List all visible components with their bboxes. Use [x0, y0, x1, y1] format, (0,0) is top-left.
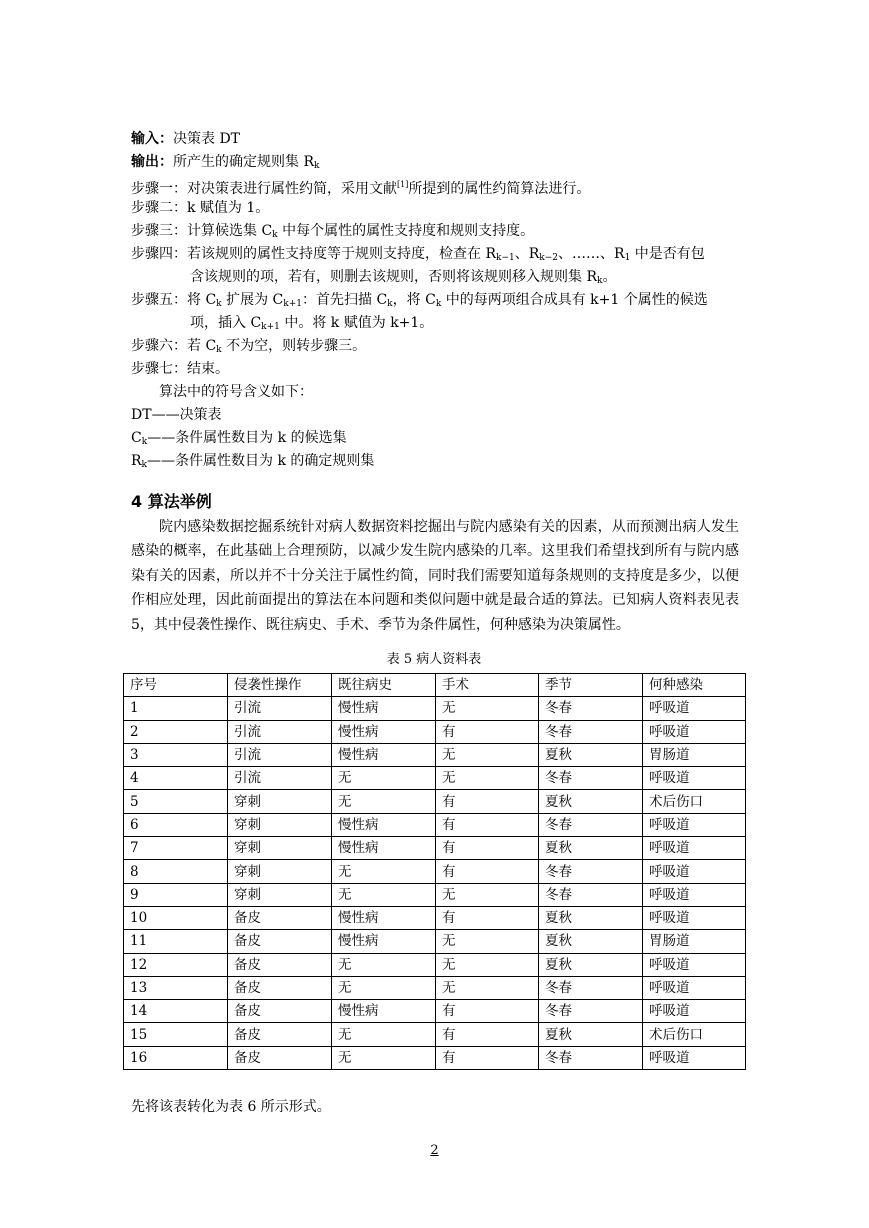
- table-cell: 冬春: [539, 720, 643, 743]
- table-row: [124, 743, 746, 766]
- table-cell: 2: [124, 720, 228, 743]
- table-header-cell: 季节: [539, 674, 643, 697]
- table-caption: 表 5 病人资料表: [386, 652, 482, 667]
- table-cell: 呼吸道: [643, 813, 746, 836]
- table-cell: 呼吸道: [643, 767, 746, 790]
- table-cell: 夏秋: [539, 906, 643, 929]
- table-cell: 夏秋: [539, 743, 643, 766]
- step-4: 步骤四：若该规则的属性支持度等于规则支持度，检查在 $R_{k-1}$、$R_{k-2}$、……、$R_1$ 中是否有包: [131, 246, 705, 263]
- table-cell: 无: [436, 697, 539, 720]
- table-cell: 胃肠道: [643, 743, 746, 766]
- table-cell: 冬春: [539, 860, 643, 883]
- table-cell: 夏秋: [539, 837, 643, 860]
- citation-ref: [1]: [397, 180, 409, 189]
- table-cell: 呼吸道: [643, 837, 746, 860]
- table-cell: 8: [124, 860, 228, 883]
- table-cell: 12: [124, 953, 228, 976]
- table-cell: 备皮: [228, 1023, 332, 1046]
- after-table-text: 先将该表转化为表 6 所示形式。: [131, 1099, 331, 1115]
- table-cell: 穿刺: [228, 883, 332, 906]
- section-heading: 4 算法举例: [131, 492, 212, 511]
- algorithm-output: 输出：所产生的确定规则集 $R_k$: [131, 154, 320, 171]
- table-cell: 慢性病: [332, 743, 436, 766]
- table-header-cell: 何种感染: [643, 674, 746, 697]
- table-cell: 有: [436, 1000, 539, 1023]
- table-cell: 11: [124, 930, 228, 953]
- table-cell: 备皮: [228, 1046, 332, 1069]
- table-cell: 引流: [228, 743, 332, 766]
- table-row: [124, 906, 746, 929]
- table-cell: 无: [436, 767, 539, 790]
- table-row: [124, 976, 746, 999]
- table-cell: 穿刺: [228, 837, 332, 860]
- step-2: 步骤二：k 赋值为 1。: [131, 200, 270, 216]
- table-cell: 夏秋: [539, 1023, 643, 1046]
- table-cell: 夏秋: [539, 930, 643, 953]
- table-cell: 无: [436, 883, 539, 906]
- section-paragraph: 院内感染数据挖掘系统针对病人数据资料挖掘出与院内感染有关的因素，从而预测出病人发生感染的概率，在此基础上合理预防，以减少发生院内感染的几率。这里我们希望找到所有与院内感染有关的因素，所以并不十分关注于属性约简，同时我们需要知道每条规则的支持度是多少，以便作相应处理，因此前面提出的算法在本问题和类似问题中就是最合适的算法。已知病人资料表见表 5，其中侵袭性操作、既往病史、手术、季节为条件属性，何种感染为决策属性。: [131, 519, 739, 633]
- table-cell: 呼吸道: [643, 1000, 746, 1023]
- page-number: 2: [430, 1143, 439, 1158]
- algorithm-input: 输入：决策表 DT: [131, 131, 241, 147]
- table-cell: 冬春: [539, 883, 643, 906]
- table-cell: 有: [436, 1023, 539, 1046]
- table-cell: 呼吸道: [643, 720, 746, 743]
- table-cell: 冬春: [539, 697, 643, 720]
- table-cell: 冬春: [539, 976, 643, 999]
- table-cell: 慢性病: [332, 1000, 436, 1023]
- table-cell: 冬春: [539, 813, 643, 836]
- table-header-cell: 侵袭性操作: [228, 674, 332, 697]
- table-cell: 呼吸道: [643, 906, 746, 929]
- table-cell: 1: [124, 697, 228, 720]
- table-cell: 3: [124, 743, 228, 766]
- step-4-continuation: 含该规则的项，若有，则删去该规则，否则将该规则移入规则集 $R_k$。: [190, 269, 617, 286]
- symbol-rk: $R_k——$条件属性数目为 k 的确定规则集: [131, 453, 375, 470]
- table-cell: 夏秋: [539, 790, 643, 813]
- table-cell: 备皮: [228, 976, 332, 999]
- table-cell: 穿刺: [228, 813, 332, 836]
- table-cell: 有: [436, 720, 539, 743]
- table-row: [124, 720, 746, 743]
- patient-data-table: [123, 673, 746, 1070]
- table-cell: 无: [332, 1023, 436, 1046]
- table-cell: 无: [332, 860, 436, 883]
- table-row: [124, 953, 746, 976]
- step-5: 步骤五：将 $C_k$ 扩展为 $C_{k+1}$：首先扫描 $C_k$，将 $C_k$ 中的每两项组合成具有 k+1 个属性的候选: [131, 292, 708, 309]
- table-row: [124, 860, 746, 883]
- table-cell: 无: [332, 767, 436, 790]
- table-cell: 慢性病: [332, 813, 436, 836]
- table-cell: 呼吸道: [643, 1046, 746, 1069]
- table-cell: 引流: [228, 720, 332, 743]
- table-cell: 慢性病: [332, 930, 436, 953]
- table-cell: 慢性病: [332, 837, 436, 860]
- table-row: [124, 767, 746, 790]
- table-cell: 有: [436, 1046, 539, 1069]
- table-cell: 无: [332, 1046, 436, 1069]
- symbols-intro: 算法中的符号含义如下：: [159, 384, 313, 400]
- step-7: 步骤七：结束。: [131, 361, 229, 377]
- table-row: [124, 1023, 746, 1046]
- table-row: [124, 883, 746, 906]
- table-cell: 备皮: [228, 1000, 332, 1023]
- table-cell: 呼吸道: [643, 860, 746, 883]
- table-header-cell: 序号: [124, 674, 228, 697]
- table-cell: 术后伤口: [643, 1023, 746, 1046]
- step-5-continuation: 项，插入 $C_{k+1}$ 中。将 k 赋值为 k+1。: [190, 315, 434, 332]
- table-row: [124, 930, 746, 953]
- table-cell: 冬春: [539, 1000, 643, 1023]
- table-cell: 术后伤口: [643, 790, 746, 813]
- table-row: [124, 837, 746, 860]
- table-cell: 胃肠道: [643, 930, 746, 953]
- symbol-ck: $C_k——$条件属性数目为 k 的候选集: [131, 430, 347, 447]
- table-cell: 无: [436, 953, 539, 976]
- table-cell: 穿刺: [228, 860, 332, 883]
- table-cell: 备皮: [228, 906, 332, 929]
- table-cell: 穿刺: [228, 790, 332, 813]
- table-cell: 10: [124, 906, 228, 929]
- table-row: [124, 790, 746, 813]
- table-cell: 夏秋: [539, 953, 643, 976]
- table-row: [124, 697, 746, 720]
- table-cell: 呼吸道: [643, 697, 746, 720]
- table-cell: 7: [124, 837, 228, 860]
- table-cell: 16: [124, 1046, 228, 1069]
- table-cell: 9: [124, 883, 228, 906]
- table-cell: 备皮: [228, 953, 332, 976]
- table-cell: 4: [124, 767, 228, 790]
- table-header-cell: 手术: [436, 674, 539, 697]
- table-cell: 冬春: [539, 1046, 643, 1069]
- step-6: 步骤六：若 $C_k$ 不为空，则转步骤三。: [131, 338, 367, 355]
- table-cell: 无: [332, 883, 436, 906]
- table-cell: 慢性病: [332, 720, 436, 743]
- table-cell: 14: [124, 1000, 228, 1023]
- table-cell: 无: [436, 743, 539, 766]
- table-cell: 冬春: [539, 767, 643, 790]
- step-1: 步骤一：对决策表进行属性约简，采用文献[1]所提到的属性约简算法进行。: [131, 180, 591, 197]
- table-row: [124, 1046, 746, 1069]
- table-cell: 有: [436, 813, 539, 836]
- table-cell: 引流: [228, 697, 332, 720]
- table-cell: 无: [332, 790, 436, 813]
- table-cell: 无: [436, 976, 539, 999]
- table-cell: 无: [332, 976, 436, 999]
- table-cell: 无: [332, 953, 436, 976]
- table-cell: 呼吸道: [643, 883, 746, 906]
- table-cell: 有: [436, 790, 539, 813]
- table-cell: 6: [124, 813, 228, 836]
- table-cell: 有: [436, 860, 539, 883]
- table-cell: 引流: [228, 767, 332, 790]
- table-cell: 慢性病: [332, 906, 436, 929]
- table-header-row: [124, 674, 746, 697]
- table-row: [124, 813, 746, 836]
- table-cell: 呼吸道: [643, 976, 746, 999]
- table-cell: 慢性病: [332, 697, 436, 720]
- table-row: [124, 1000, 746, 1023]
- table-header-cell: 既往病史: [332, 674, 436, 697]
- table-cell: 备皮: [228, 930, 332, 953]
- table-cell: 无: [436, 930, 539, 953]
- table-cell: 有: [436, 906, 539, 929]
- table-cell: 有: [436, 837, 539, 860]
- step-3: 步骤三：计算候选集 $C_k$ 中每个属性的属性支持度和规则支持度。: [131, 223, 535, 240]
- symbol-dt: DT——决策表: [131, 407, 222, 423]
- table-cell: 呼吸道: [643, 953, 746, 976]
- table-cell: 13: [124, 976, 228, 999]
- table-cell: 5: [124, 790, 228, 813]
- table-cell: 15: [124, 1023, 228, 1046]
